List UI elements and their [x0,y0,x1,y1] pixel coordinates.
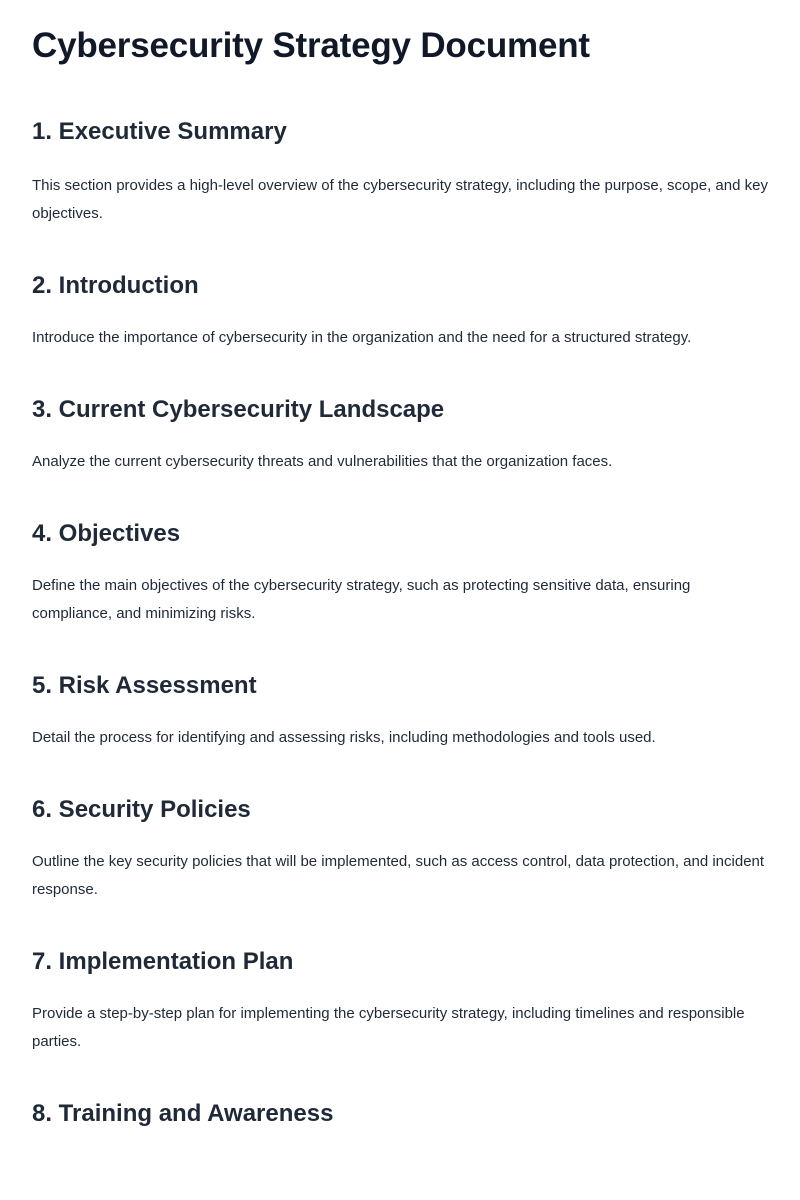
section-heading: 4. Objectives [32,520,181,547]
section-implementation-plan [32,904,776,1056]
section-heading: 7. Implementation Plan [32,948,294,975]
section-introduction [32,228,776,352]
section-executive-summary [32,68,776,228]
section-heading: 2. Introduction [32,272,199,299]
section-heading: 8. Training and Awareness [32,1100,334,1127]
section-body: Introduce the importance of cybersecurity in the organization and the need for a structured strategy. [32,329,692,346]
section-heading: 5. Risk Assessment [32,672,257,699]
section-risk-assessment [32,628,776,752]
section-body: Outline the key security policies that will be implemented, such as access control, data protection, and incident response. [32,853,765,898]
section-body: Define the main objectives of the cybersecurity strategy, such as protecting sensitive data, ensuring compliance, and minimizing risks. [32,577,691,622]
section-heading: 6. Security Policies [32,796,251,823]
section-heading: 3. Current Cybersecurity Landscape [32,396,445,423]
section-body: This section provides a high-level overview of the cybersecurity strategy, including the purpose, scope, and key objectives. [32,177,768,222]
section-current-landscape [32,352,776,476]
section-body: Analyze the current cybersecurity threats and vulnerabilities that the organization faces. [32,453,613,470]
section-body: Detail the process for identifying and assessing risks, including methodologies and tools used. [32,729,656,746]
section-heading: 1. Executive Summary [32,118,287,145]
document-title: Cybersecurity Strategy Document [32,26,590,65]
section-body: Provide a step-by-step plan for implementing the cybersecurity strategy, including timelines and responsible parties. [32,1005,745,1050]
section-security-policies [32,752,776,904]
section-objectives [32,476,776,628]
section-training-awareness [32,1056,776,1130]
